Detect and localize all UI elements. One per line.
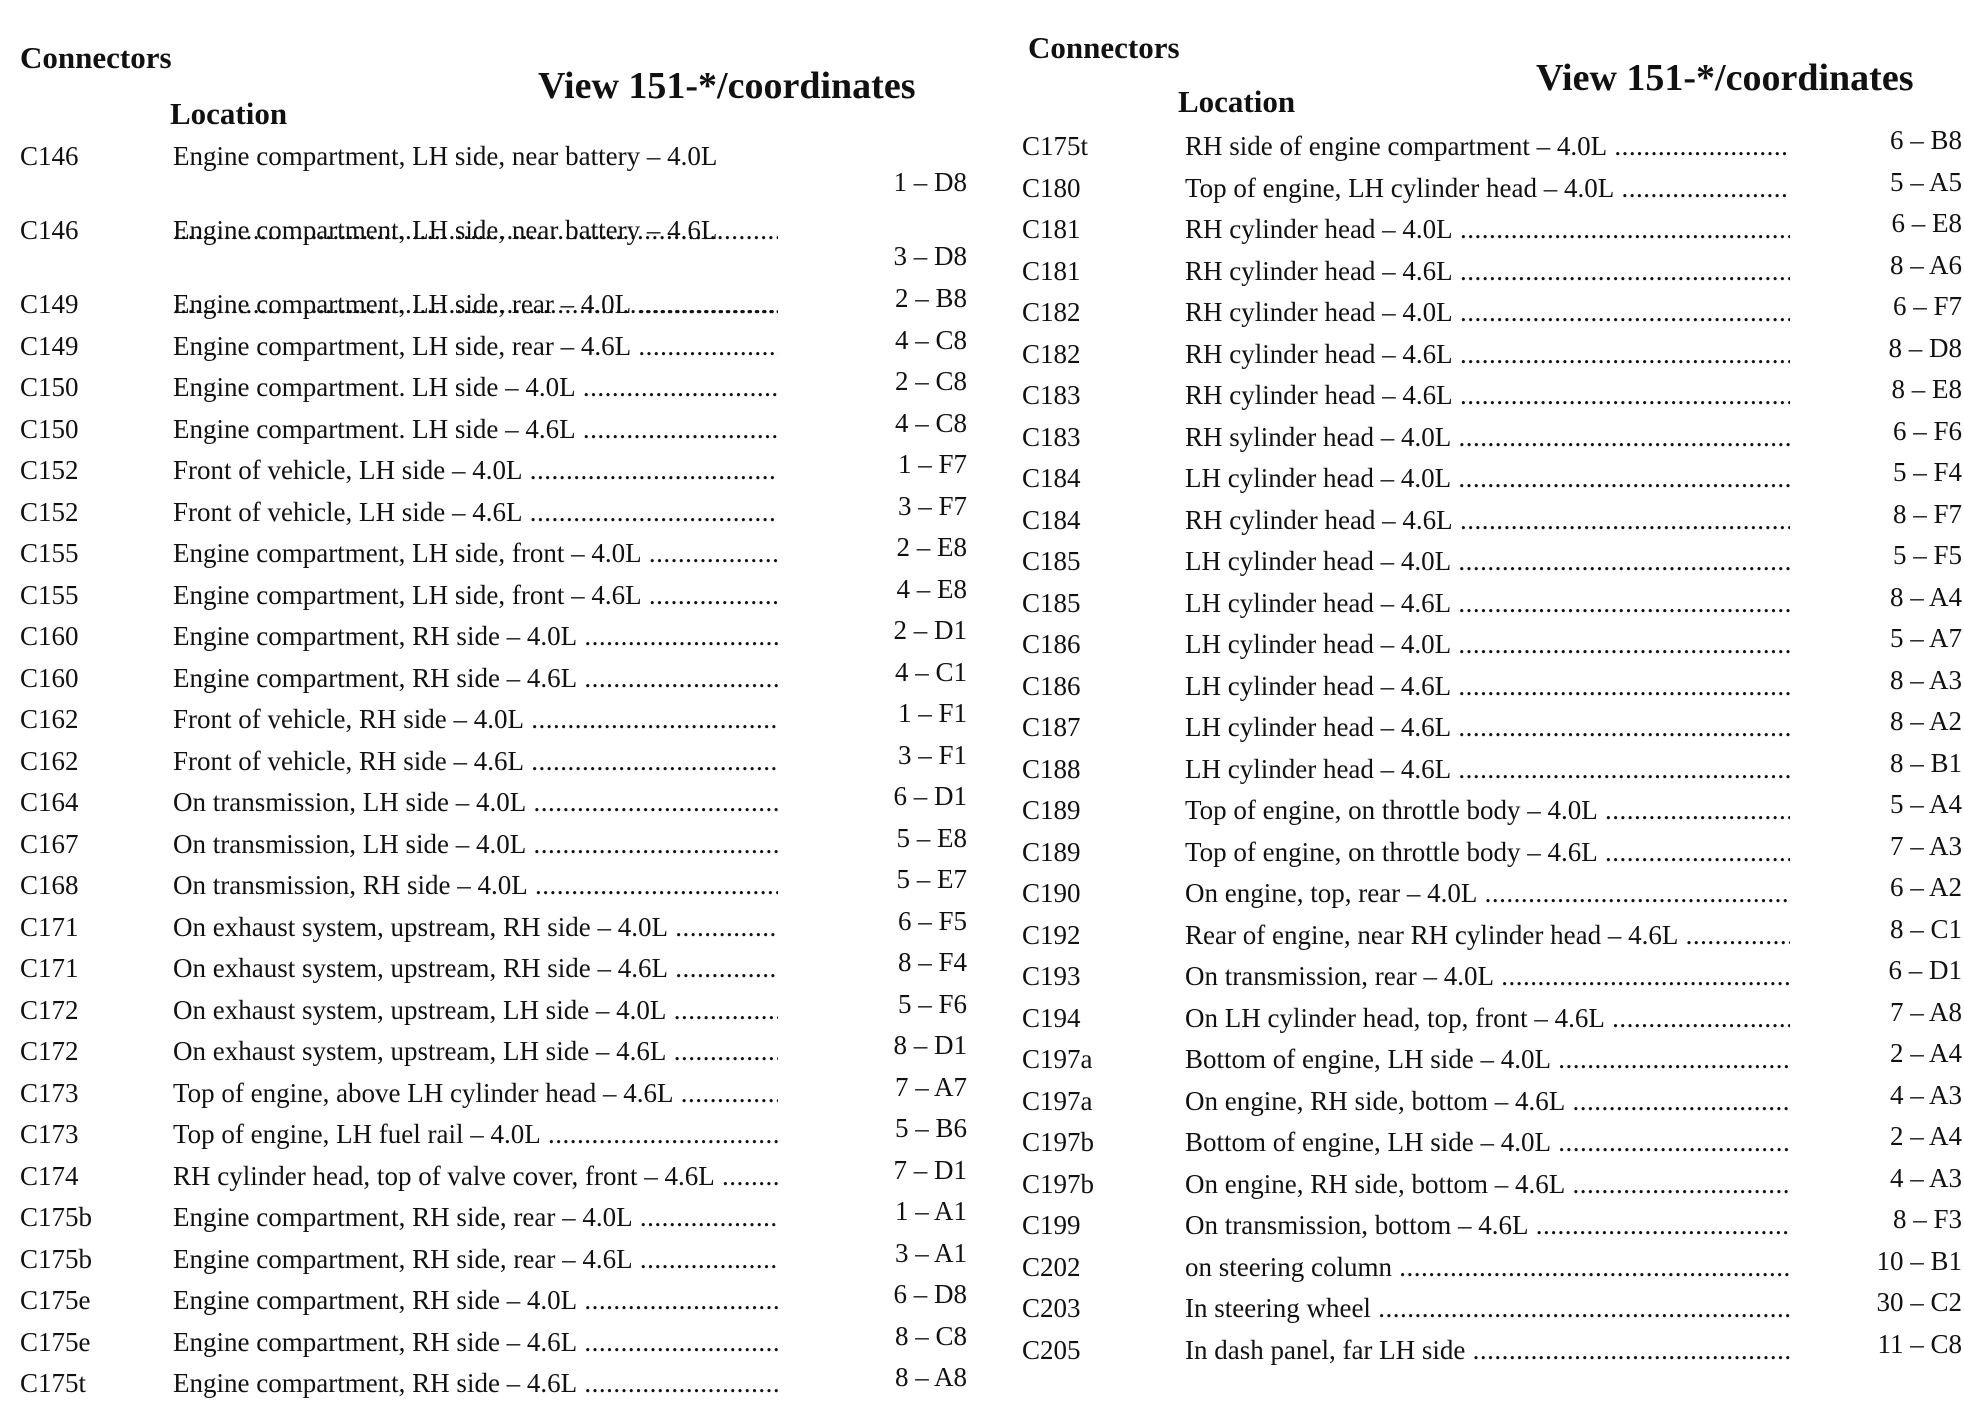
connector-row (1022, 332, 1962, 380)
connector-location: On transmission, bottom – 4.6L ..... (1185, 1209, 1790, 1241)
connector-id: C168 (20, 870, 79, 900)
left-column (20, 0, 967, 1408)
connector-id: C205 (1022, 1334, 1081, 1365)
connector-row (20, 490, 967, 538)
connector-id: C162 (20, 704, 79, 734)
connector-row (20, 822, 967, 870)
connector-row (1022, 1038, 1962, 1085)
connector-id: C186 (1022, 629, 1081, 659)
view-coordinate: 2 – E8 (896, 532, 967, 562)
connector-id: C167 (20, 828, 79, 859)
connector-row (20, 864, 967, 911)
connector-row (1022, 1287, 1962, 1334)
view-coordinates-heading: View 151-*/coordinates (1536, 57, 1914, 99)
connector-id: C175b (20, 1202, 93, 1232)
connectors-heading: Connectors (1028, 30, 1180, 65)
connector-row (20, 1030, 967, 1077)
connector-id: C146 (20, 215, 79, 245)
connector-row (1022, 1328, 1962, 1376)
connector-row (1022, 291, 1962, 338)
view-coordinate: 5 – E8 (896, 822, 967, 853)
connector-id: C187 (1022, 712, 1081, 742)
connector-id: C175t (20, 1368, 87, 1398)
connector-row (20, 1320, 967, 1368)
view-coordinate: 1 – F7 (897, 449, 967, 479)
connector-location: RH sylinder head – 4.0L ..... (1185, 421, 1790, 453)
connector-row (1022, 830, 1962, 878)
connector-id: C173 (20, 1119, 79, 1149)
connector-row (20, 1196, 967, 1243)
connector-location: On engine, RH side, bottom – 4.6L ..... (1185, 1085, 1790, 1117)
connector-location: Engine compartment, LH side, rear – 4.6L ..... (173, 330, 778, 362)
connector-id: C189 (1022, 795, 1081, 825)
connector-id: C197a (1022, 1044, 1093, 1074)
connector-row (20, 214, 967, 288)
connector-list-right (1022, 125, 1962, 1375)
view-coordinate: 8 – F7 (1892, 498, 1962, 529)
view-coordinate: 6 – D1 (893, 781, 967, 811)
connector-location: Top of engine, above LH cylinder head – 4.6L ..... (173, 1077, 778, 1109)
connector-row (20, 988, 967, 1036)
connector-row (1022, 498, 1962, 546)
view-coordinate: 7 – A7 (894, 1071, 967, 1102)
connector-id: C197b (1022, 1168, 1095, 1199)
connector-location: Engine compartment, LH side, front – 4.0L ..... (173, 537, 778, 569)
view-coordinate: 8 – D1 (893, 1030, 967, 1060)
connector-row (1022, 415, 1962, 463)
view-coordinate: 1 – F1 (897, 698, 967, 728)
view-coordinate: 8 – A8 (894, 1362, 967, 1392)
connector-row (1022, 166, 1962, 214)
connector-id: C188 (1022, 753, 1081, 784)
connector-id: C162 (20, 745, 79, 776)
connector-location: On transmission, LH side – 4.0L ..... (173, 828, 778, 860)
connector-row (1022, 872, 1962, 919)
connector-location: RH cylinder head – 4.0L ..... (1185, 296, 1790, 328)
connector-location: LH cylinder head – 4.0L ..... (1185, 545, 1790, 577)
connector-location: RH cylinder head – 4.6L ..... (1185, 504, 1790, 536)
connector-row (20, 140, 967, 214)
connector-row (20, 1113, 967, 1160)
view-coordinate: 8 – E8 (1891, 374, 1962, 404)
view-coordinate: 4 – C8 (894, 324, 967, 355)
connector-id: C197a (1022, 1085, 1093, 1116)
connector-row (20, 739, 967, 787)
connector-id: C173 (20, 1077, 79, 1108)
view-coordinate: 6 – F5 (897, 905, 967, 936)
view-coordinate: 5 – E7 (896, 864, 967, 894)
view-coordinate: 5 – A7 (1889, 623, 1962, 653)
view-coordinate: 7 – D1 (893, 1154, 967, 1185)
view-coordinate: 2 – A4 (1889, 1038, 1962, 1068)
connector-location: Engine compartment, RH side – 4.6L ..... (173, 1326, 778, 1358)
location-heading: Location (170, 96, 288, 131)
location-text: Engine compartment, LH side, near battery – 4.6L (173, 215, 718, 245)
connector-row (1022, 249, 1962, 297)
connector-id: C185 (1022, 587, 1081, 618)
connector-row (20, 366, 967, 413)
connector-row (1022, 581, 1962, 629)
connector-id: C197b (1022, 1127, 1095, 1157)
connector-id: C155 (20, 538, 79, 568)
connector-row (20, 324, 967, 372)
connector-location: RH cylinder head – 4.6L ..... (1185, 338, 1790, 370)
connector-id: C152 (20, 496, 79, 527)
view-coordinate: 4 – C8 (894, 407, 967, 438)
connector-location: On LH cylinder head, top, front – 4.6L ..... (1185, 1002, 1790, 1034)
view-coordinate: 5 – A5 (1889, 166, 1962, 197)
connector-row (1022, 1204, 1962, 1251)
view-coordinate: 6 – F6 (1892, 415, 1962, 446)
view-coordinate: 1 – A1 (894, 1196, 967, 1226)
view-coordinate: 8 – F4 (897, 947, 967, 977)
connector-row (20, 283, 967, 330)
connector-location: Engine compartment, RH side, rear – 4.0L ..... (173, 1201, 778, 1233)
view-coordinate: 30 – C2 (1876, 1287, 1962, 1317)
connector-row (1022, 913, 1962, 961)
connector-location: Engine compartment, LH side, front – 4.6L ..... (173, 579, 778, 611)
connector-location: On exhaust system, upstream, RH side – 4.6L ..... (173, 952, 778, 984)
connector-row (20, 1362, 967, 1409)
view-coordinate: 3 – A1 (894, 1237, 967, 1268)
connector-location: Bottom of engine, LH side – 4.0L ..... (1185, 1043, 1790, 1075)
connector-location: Front of vehicle, RH side – 4.0L ..... (173, 703, 778, 735)
connector-row (20, 407, 967, 455)
view-coordinate: 8 – A3 (1889, 664, 1962, 695)
connector-id: C149 (20, 289, 79, 319)
connector-location: Engine compartment, RH side – 4.6L ..... (173, 1367, 778, 1399)
view-coordinate: 3 – D8 (893, 241, 967, 271)
view-coordinate: 5 – F6 (897, 988, 967, 1019)
view-coordinate: 3 – F1 (897, 739, 967, 770)
connector-location: LH cylinder head – 4.6L ..... (1185, 670, 1790, 702)
connector-row (1022, 623, 1962, 670)
connector-id: C174 (20, 1160, 79, 1191)
connector-row (20, 615, 967, 662)
connector-location: LH cylinder head – 4.0L ..... (1185, 628, 1790, 660)
connector-location: On transmission, LH side – 4.0L ..... (173, 786, 778, 818)
connector-id: C152 (20, 455, 79, 485)
connector-id: C175e (20, 1285, 91, 1315)
connector-id: C181 (1022, 255, 1081, 286)
view-coordinate: 8 – A4 (1889, 581, 1962, 612)
connector-id: C160 (20, 621, 79, 651)
view-coordinate: 6 – D8 (893, 1279, 967, 1309)
connector-location: In dash panel, far LH side ..... (1185, 1334, 1790, 1366)
connector-row (1022, 1162, 1962, 1210)
connector-id: C202 (1022, 1251, 1081, 1282)
connector-id: C183 (1022, 421, 1081, 452)
connector-list-left (20, 140, 967, 1409)
connector-location: On exhaust system, upstream, LH side – 4.0L ..... (173, 994, 778, 1026)
connector-row (1022, 1245, 1962, 1293)
connector-location: Rear of engine, near RH cylinder head – 4.6L ..... (1185, 919, 1790, 951)
view-coordinate: 6 – E8 (1891, 208, 1962, 238)
connector-row (20, 573, 967, 621)
connector-row (20, 781, 967, 828)
connector-location: Bottom of engine, LH side – 4.0L ..... (1185, 1126, 1790, 1158)
connector-location: Front of vehicle, LH side – 4.0L ..... (173, 454, 778, 486)
connector-row (20, 698, 967, 745)
connector-location: Top of engine, LH cylinder head – 4.0L ..... (1185, 172, 1790, 204)
view-coordinate: 8 – F3 (1892, 1204, 1962, 1234)
connector-id: C184 (1022, 463, 1081, 493)
connector-row (1022, 996, 1962, 1044)
view-coordinate: 6 – A2 (1889, 872, 1962, 902)
view-coordinate: 2 – B8 (894, 283, 967, 313)
connector-location: Top of engine, on throttle body – 4.6L ..... (1185, 836, 1790, 868)
view-coordinate: 4 – A3 (1889, 1162, 1962, 1193)
connector-id: C180 (1022, 172, 1081, 203)
view-coordinate: 6 – D1 (1888, 955, 1962, 985)
connector-id: C199 (1022, 1210, 1081, 1240)
connector-id: C150 (20, 413, 79, 444)
connector-id: C184 (1022, 504, 1081, 535)
connector-row (20, 947, 967, 994)
connector-location: Engine compartment, RH side – 4.0L ..... (173, 1284, 778, 1316)
view-coordinate: 5 – F4 (1892, 457, 1962, 487)
connectors-heading: Connectors (20, 40, 172, 75)
connector-location: LH cylinder head – 4.0L ..... (1185, 462, 1790, 494)
connector-row (20, 1279, 967, 1326)
connector-row (1022, 540, 1962, 587)
connector-id: C171 (20, 911, 79, 942)
connector-id: C171 (20, 953, 79, 983)
connector-id: C182 (1022, 338, 1081, 369)
connector-location: Front of vehicle, RH side – 4.6L ..... (173, 745, 778, 777)
view-coordinate: 8 – C1 (1889, 913, 1962, 944)
connector-row (20, 905, 967, 953)
connector-row (1022, 955, 1962, 1002)
connector-row (20, 1154, 967, 1202)
connector-id: C172 (20, 994, 79, 1025)
connector-location: Engine compartment, LH side, rear – 4.0L ..... (173, 288, 778, 320)
view-coordinate: 1 – D8 (893, 167, 967, 197)
connector-id: C186 (1022, 670, 1081, 701)
connector-id: C175b (20, 1243, 93, 1274)
view-coordinate: 5 – F5 (1892, 540, 1962, 570)
connector-id: C164 (20, 787, 79, 817)
connector-location: On engine, top, rear – 4.0L ..... (1185, 877, 1790, 909)
connector-location: Top of engine, LH fuel rail – 4.0L ..... (173, 1118, 778, 1150)
connector-location: RH cylinder head – 4.0L ..... (1185, 213, 1790, 245)
connector-row (20, 656, 967, 704)
connector-id: C146 (20, 141, 79, 171)
connector-row (1022, 208, 1962, 255)
connector-id: C183 (1022, 380, 1081, 410)
connector-location: RH cylinder head – 4.6L ..... (1185, 255, 1790, 287)
connector-row (1022, 457, 1962, 504)
connector-location: LH cylinder head – 4.6L ..... (1185, 587, 1790, 619)
connector-row (1022, 747, 1962, 795)
connector-location: On transmission, RH side – 4.0L ..... (173, 869, 778, 901)
view-coordinate: 2 – A4 (1889, 1121, 1962, 1151)
view-coordinate: 5 – A4 (1889, 789, 1962, 819)
connector-location: On transmission, rear – 4.0L ..... (1185, 960, 1790, 992)
connector-location: Engine compartment. LH side – 4.0L ..... (173, 371, 778, 403)
connector-row (1022, 1121, 1962, 1168)
view-coordinate: 8 – A2 (1889, 706, 1962, 736)
connector-location: Engine compartment, RH side – 4.6L ..... (173, 662, 778, 694)
connector-location: LH cylinder head – 4.6L ..... (1185, 711, 1790, 743)
connector-row (1022, 789, 1962, 836)
connector-location: RH cylinder head – 4.6L ..... (1185, 379, 1790, 411)
connector-id: C203 (1022, 1293, 1081, 1323)
connector-row (1022, 706, 1962, 753)
connector-location: Engine compartment, RH side – 4.0L ..... (173, 620, 778, 652)
connector-row (20, 1071, 967, 1119)
connector-location: On exhaust system, upstream, LH side – 4.6L ..... (173, 1035, 778, 1067)
location-heading: Location (1178, 84, 1296, 119)
connector-id: C160 (20, 662, 79, 693)
connector-row (20, 449, 967, 496)
view-coordinate: 7 – A3 (1889, 830, 1962, 861)
connector-id: C189 (1022, 836, 1081, 867)
view-coordinate: 5 – B6 (894, 1113, 967, 1143)
connector-location: On engine, RH side, bottom – 4.6L ..... (1185, 1168, 1790, 1200)
view-coordinate: 7 – A8 (1889, 996, 1962, 1027)
view-coordinate: 4 – A3 (1889, 1079, 1962, 1110)
connector-location: On exhaust system, upstream, RH side – 4.0L ..... (173, 911, 778, 943)
location-text: Engine compartment, LH side, near battery – 4.0L (173, 141, 718, 171)
connector-row (1022, 1079, 1962, 1127)
connector-row (20, 1237, 967, 1285)
connector-location: Engine compartment, RH side, rear – 4.6L ..... (173, 1243, 778, 1275)
connector-row (1022, 374, 1962, 421)
connector-id: C150 (20, 372, 79, 402)
connector-id: C192 (1022, 919, 1081, 950)
view-coordinate: 8 – B1 (1889, 747, 1962, 778)
connector-location: Top of engine, on throttle body – 4.0L ..... (1185, 794, 1790, 826)
view-coordinate: 2 – C8 (894, 366, 967, 396)
connector-row (20, 532, 967, 579)
view-coordinate: 8 – C8 (894, 1320, 967, 1351)
view-coordinate: 6 – F7 (1892, 291, 1962, 321)
connector-id: C194 (1022, 1002, 1081, 1033)
connector-location: In steering wheel ..... (1185, 1292, 1790, 1324)
connector-location: Engine compartment. LH side – 4.6L ..... (173, 413, 778, 445)
view-coordinate: 6 – B8 (1889, 125, 1962, 155)
connector-id: C182 (1022, 297, 1081, 327)
connector-id: C193 (1022, 961, 1081, 991)
connector-id: C175t (1022, 131, 1089, 161)
connector-row (1022, 125, 1962, 172)
connector-location: on steering column ..... (1185, 1251, 1790, 1283)
connector-id: C172 (20, 1036, 79, 1066)
connector-row (1022, 664, 1962, 712)
connector-location: Front of vehicle, LH side – 4.6L ..... (173, 496, 778, 528)
connector-id: C175e (20, 1326, 91, 1357)
view-coordinate: 4 – C1 (894, 656, 967, 687)
connector-id: C155 (20, 579, 79, 610)
view-coordinate: 3 – F7 (897, 490, 967, 521)
right-column (1022, 0, 1962, 1408)
view-coordinate: 4 – E8 (896, 573, 967, 604)
view-coordinate: 10 – B1 (1876, 1245, 1962, 1276)
view-coordinates-heading: View 151-*/coordinates (538, 65, 916, 107)
connector-location: RH cylinder head, top of valve cover, front – 4.6L ..... (173, 1160, 778, 1192)
connector-id: C181 (1022, 214, 1081, 244)
view-coordinate: 11 – C8 (1877, 1328, 1962, 1359)
connector-id: C190 (1022, 878, 1081, 908)
connector-id: C149 (20, 330, 79, 361)
view-coordinate: 8 – A6 (1889, 249, 1962, 280)
view-coordinate: 2 – D1 (893, 615, 967, 645)
connector-id: C185 (1022, 546, 1081, 576)
connector-location: LH cylinder head – 4.6L ..... (1185, 753, 1790, 785)
view-coordinate: 8 – D8 (1888, 332, 1962, 363)
connector-location: RH side of engine compartment – 4.0L ..... (1185, 130, 1790, 162)
